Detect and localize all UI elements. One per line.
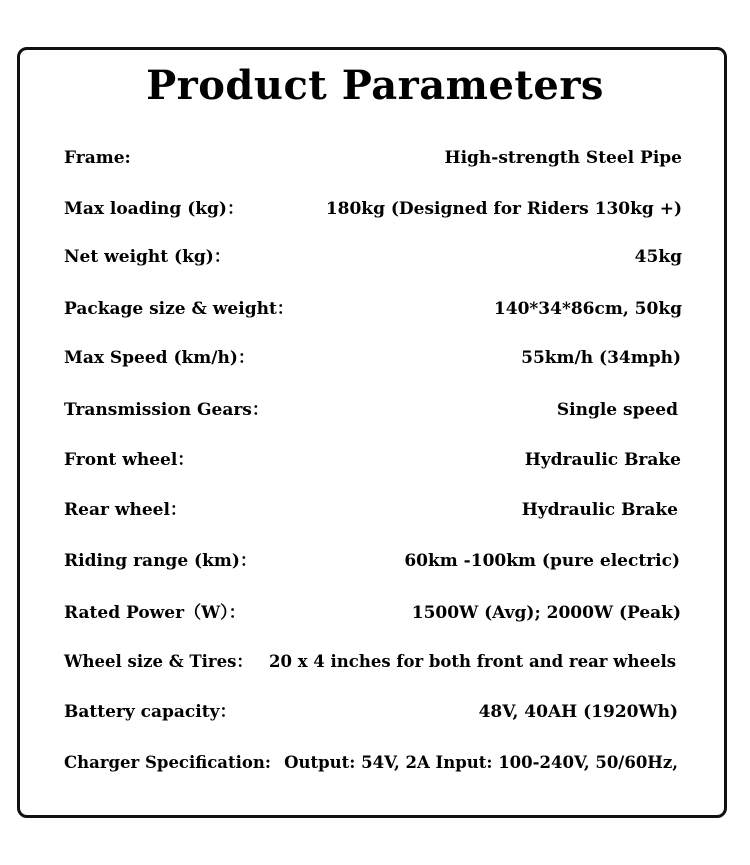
param-row-rear-wheel [64, 497, 684, 523]
param-value: 60km -100km (pure electric) [404, 551, 680, 571]
param-row-max-speed [64, 345, 684, 371]
param-label: Front wheel： [64, 450, 195, 470]
param-value: 180kg (Designed for Riders 130kg +) [325, 199, 682, 219]
param-value: 55km/h (34mph) [521, 348, 681, 368]
param-row-front-wheel [64, 447, 684, 473]
param-value: 48V, 40AH (1920Wh) [478, 702, 678, 722]
page-title: Product Parameters [146, 62, 604, 109]
param-value: Hydraulic Brake [524, 450, 681, 470]
param-label: Transmission Gears： [64, 400, 269, 420]
param-value: 1500W (Avg); 2000W (Peak) [411, 603, 681, 623]
param-label: Rear wheel： [64, 500, 187, 520]
param-label: Wheel size & Tires： [64, 652, 253, 671]
param-label: Max Speed (km/h)： [64, 348, 255, 368]
param-row-charger [64, 750, 684, 776]
param-value: Output: 54V, 2A Input: 100-240V, 50/60Hz, [284, 753, 678, 772]
param-label: Riding range (km)： [64, 551, 257, 571]
param-row-net-weight [64, 244, 684, 270]
param-value: 45kg [634, 247, 682, 267]
param-label: Max loading (kg)： [64, 199, 244, 219]
param-label: Frame: [64, 148, 131, 168]
param-row-frame [64, 145, 684, 171]
param-value: Single speed [556, 400, 678, 420]
param-row-rated-power [64, 600, 684, 626]
param-label: Charger Specification: [64, 753, 271, 772]
param-label: Rated Power（W）： [64, 603, 246, 623]
param-label: Package size & weight： [64, 299, 294, 319]
param-label: Net weight (kg)： [64, 247, 231, 267]
param-row-riding-range [64, 548, 684, 574]
param-row-package [64, 296, 684, 322]
param-row-transmission [64, 397, 684, 423]
param-value: 20 x 4 inches for both front and rear wheels [269, 652, 676, 671]
param-row-max-loading [64, 196, 684, 222]
param-row-wheel-size [64, 649, 684, 675]
param-value: High-strength Steel Pipe [444, 148, 682, 168]
param-value: Hydraulic Brake [521, 500, 678, 520]
param-row-battery [64, 699, 684, 725]
param-value: 140*34*86cm, 50kg [493, 299, 682, 319]
param-label: Battery capacity： [64, 702, 237, 722]
